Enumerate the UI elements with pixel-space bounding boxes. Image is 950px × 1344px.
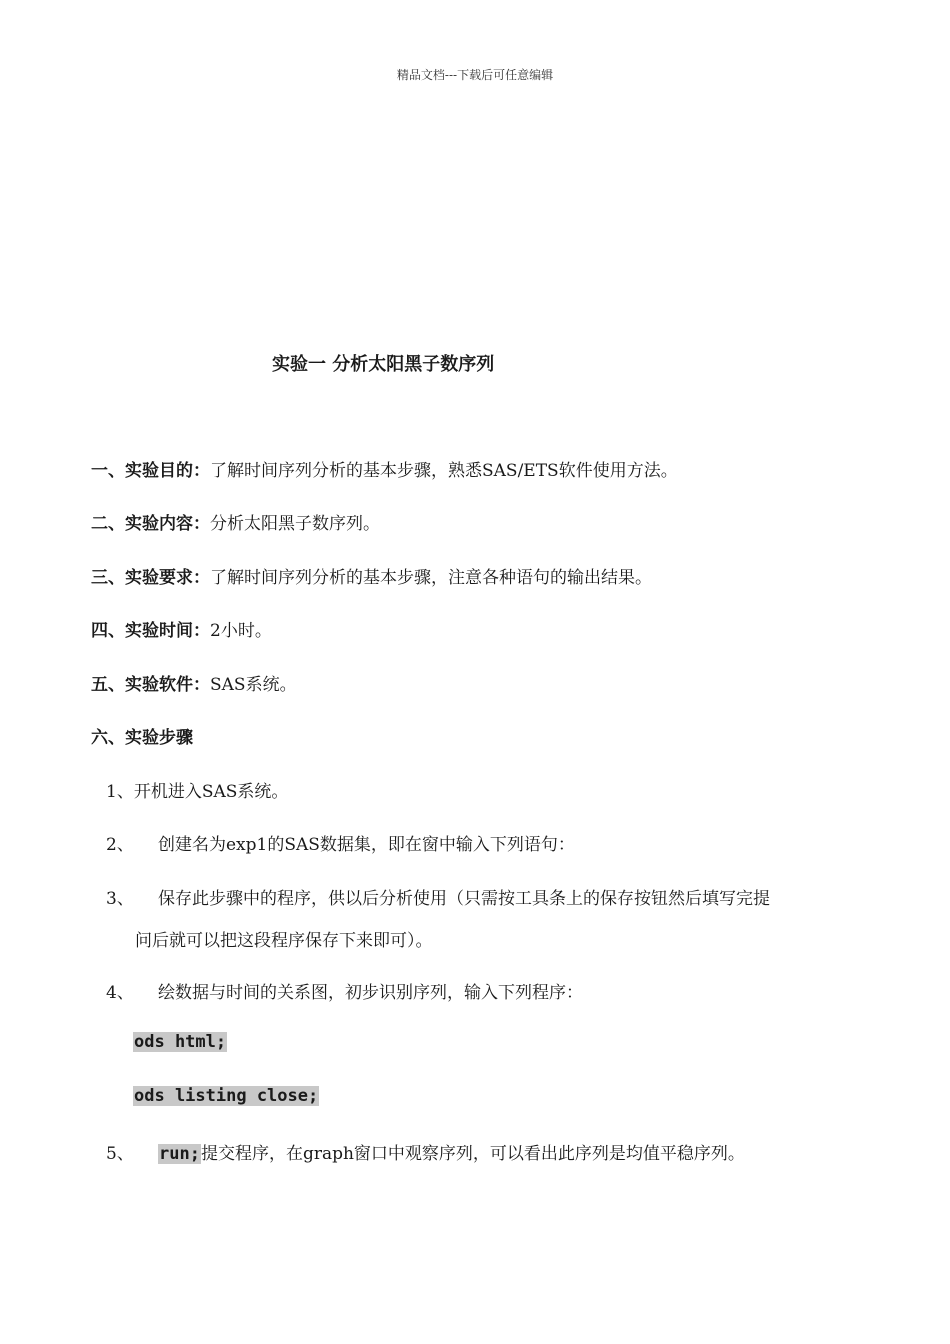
section-text: 2小时。 [210, 621, 272, 641]
step-number: 2、 [106, 835, 134, 855]
step-3 [106, 884, 770, 909]
section-label: 五、实验软件： [91, 675, 210, 695]
section-label: 三、实验要求： [91, 568, 210, 588]
step-number: 4、 [106, 983, 134, 1003]
section-steps [91, 723, 193, 748]
page-header: 精品文档---下载后可任意编辑 [396, 68, 554, 82]
step-text: 绘数据与时间的关系图，初步识别序列，输入下列程序： [158, 983, 583, 1003]
section-time [91, 616, 272, 641]
document-title: 实验一 分析太阳黑子数序列 [272, 354, 495, 375]
code-text: ods listing close; [134, 1086, 319, 1106]
step-number: 3、 [106, 889, 134, 909]
step-text: 开机进入SAS系统。 [133, 782, 289, 802]
step-text: 问后就可以把这段程序保存下来即可）。 [135, 931, 433, 951]
code-line-1 [133, 1032, 227, 1052]
code-line-2 [133, 1086, 319, 1106]
code-text: run; [159, 1144, 200, 1164]
section-requirements [91, 563, 652, 588]
section-text: 了解时间序列分析的基本步骤，熟悉SAS/ETS软件使用方法。 [210, 461, 678, 481]
section-label: 六、实验步骤 [91, 728, 193, 748]
step-number: 1、 [106, 782, 134, 802]
section-label: 四、实验时间： [91, 621, 210, 641]
section-label: 二、实验内容： [91, 514, 210, 534]
step-text: 提交程序，在graph窗口中观察序列，可以看出此序列是均值平稳序列。 [200, 1144, 745, 1164]
code-text: ods html; [134, 1032, 227, 1052]
section-label: 一、实验目的： [91, 461, 210, 481]
section-software [91, 670, 297, 695]
section-text: 了解时间序列分析的基本步骤，注意各种语句的输出结果。 [210, 568, 652, 588]
step-5 [106, 1139, 745, 1164]
section-text: SAS系统。 [210, 675, 297, 695]
step-number: 5、 [106, 1144, 134, 1164]
section-content [91, 509, 380, 534]
step-4 [106, 978, 583, 1003]
step-3-continued [135, 926, 433, 951]
section-text: 分析太阳黑子数序列。 [210, 514, 380, 534]
step-text: 创建名为exp1的SAS数据集，即在窗中输入下列语句： [158, 835, 575, 855]
section-purpose [91, 456, 678, 481]
step-text: 保存此步骤中的程序，供以后分析使用（只需按工具条上的保存按钮然后填写完提 [158, 889, 770, 909]
step-2 [106, 830, 575, 855]
step-1 [106, 777, 288, 802]
